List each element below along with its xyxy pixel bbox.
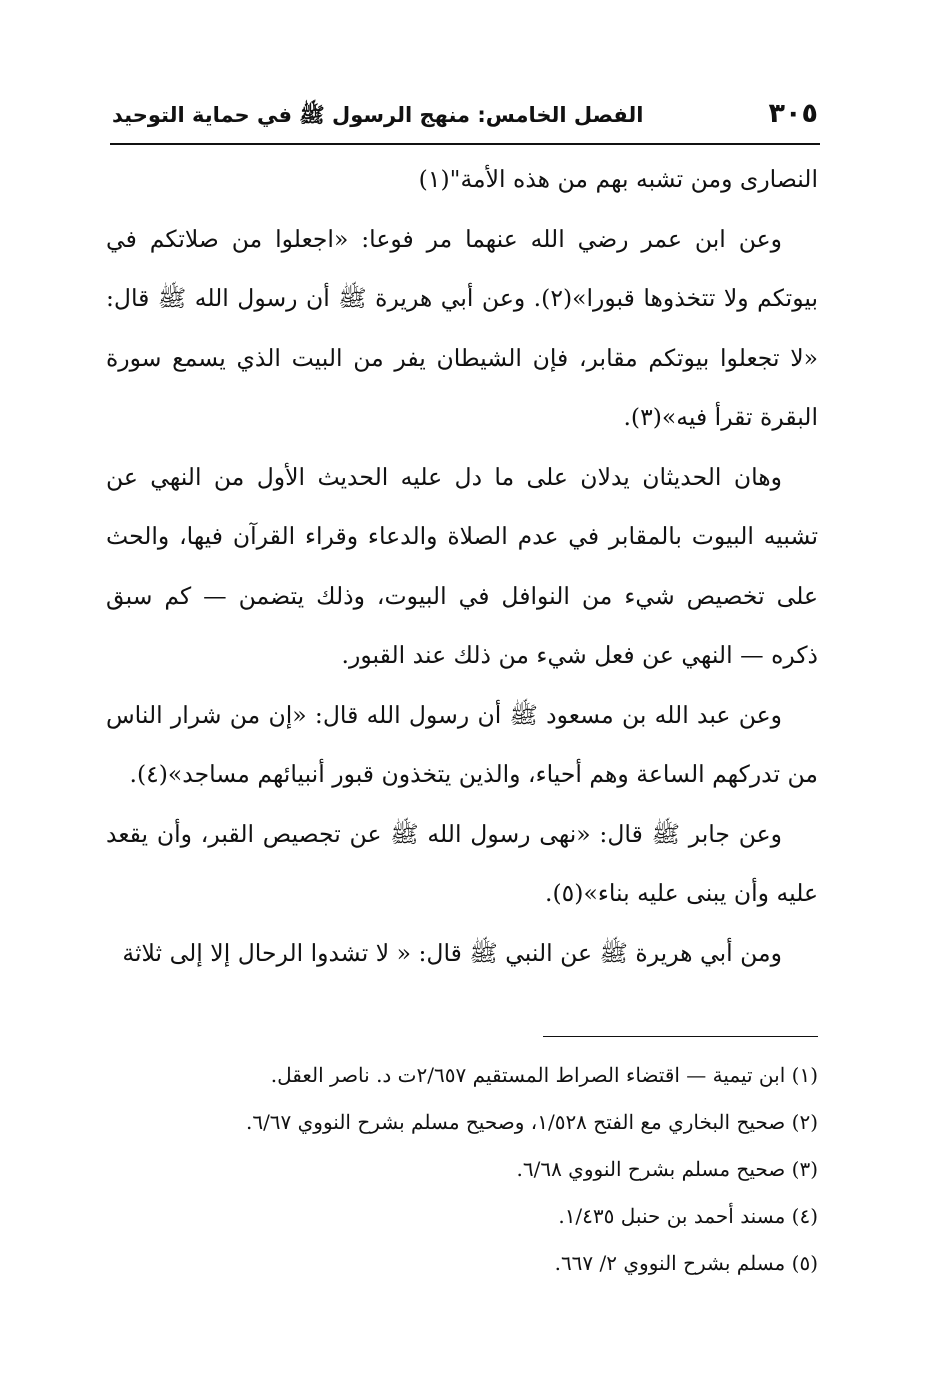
paragraph: وعن ابن عمر رضي الله عنهما مر فوعا: «اجعلوا من صلاتكم في بيوتكم ولا تتخذوها قبورا»(٢). وعن أبي هريرة ﷺ أن رسول الله ﷺ قال: «لا تجعلوا بيوتكم مقابر، فإن الشيطان يفر من البيت الذي يسمع سورة البقرة تقرأ فيه»(٣). [106,224,818,431]
paragraph: النصارى ومن تشبه بهم من هذه الأمة"(١) [418,165,818,193]
paragraph: ومن أبي هريرة ﷺ عن النبي ﷺ قال: « لا تشدوا الرحال إلا إلى ثلاثة [122,938,782,967]
footnote: (٤) مسند أحمد بن حنبل ١/٤٣٥. [558,1204,818,1228]
paragraph: وهان الحديثان يدلان على ما دل عليه الحديث الأول من النهي عن تشبيه البيوت بالمقابر في عدم الصلاة والدعاء وقراء القرآن فيها، والحث على تخصيص شيء من النوافل في البيوت، وذلك يتضمن — كم سبق ذكره — النهي عن فعل شيء من ذلك عند القبور. [106,462,818,669]
footnote: (١) ابن تيمية — اقتضاء الصراط المستقيم ٢/٦٥٧ت د. ناصر العقل. [270,1063,818,1087]
page-header [112,98,818,142]
footnote-separator [543,1036,818,1037]
paragraph: وعن جابر ﷺ قال: «نهى رسول الله ﷺ عن تجصيص القبر، وأن يقعد عليه وأن يبنى عليه بناء»(٥). [106,819,818,907]
main-text [106,150,818,983]
page-number: ٣٠٥ [768,98,818,129]
footnotes [106,1052,818,1287]
footnote: (٥) مسلم بشرح النووي ٢/ ٦٦٧. [554,1251,818,1275]
footnote: (٢) صحيح البخاري مع الفتح ١/٥٢٨، وصحيح مسلم بشرح النووي ٦/٦٧. [245,1110,818,1134]
running-title: الفصل الخامس: منهج الرسول ﷺ في حماية التوحيد [112,103,644,127]
header-rule [110,143,820,145]
footnote: (٣) صحيح مسلم بشرح النووي ٦/٦٨. [516,1157,818,1181]
paragraph: وعن عبد الله بن مسعود ﷺ أن رسول الله قال: «إن من شرار الناس من تدركهم الساعة وهم أحياء، والذين يتخذون قبور أنبيائهم مساجد»(٤). [106,700,818,788]
